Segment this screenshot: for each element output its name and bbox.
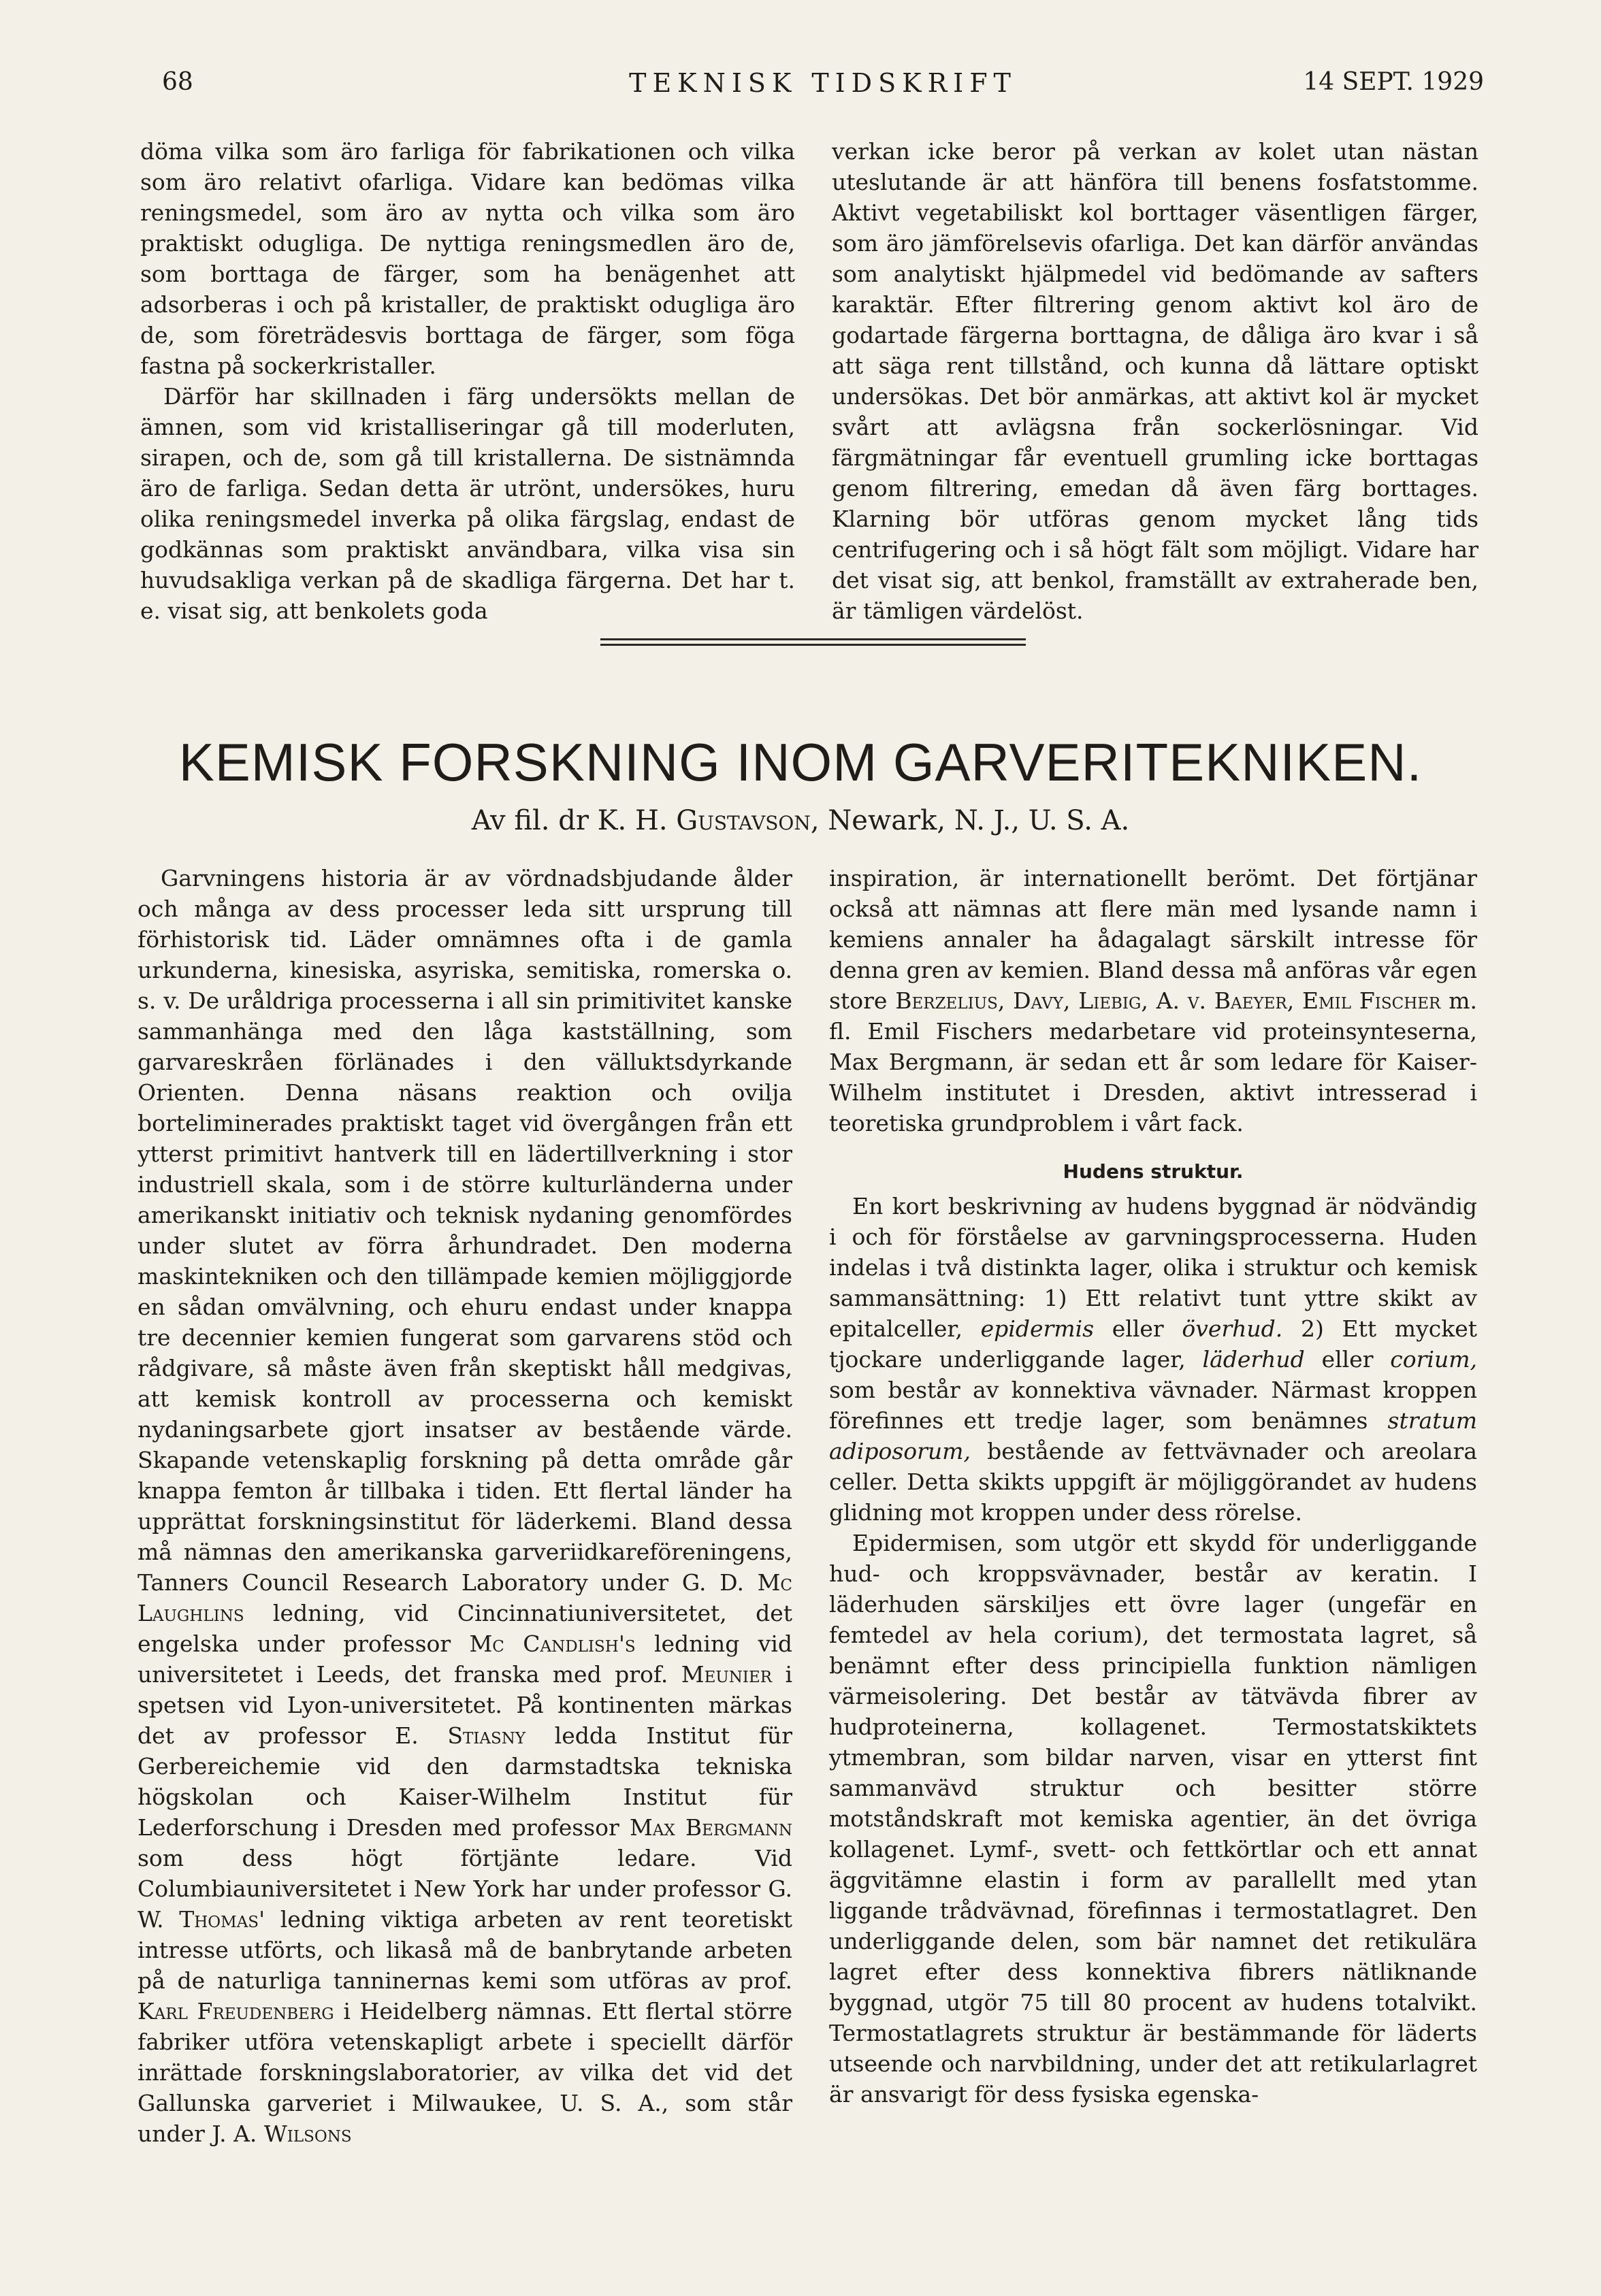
person-names: Berzelius, Davy, Liebig, A. v. Baeyer, Emil Fischer — [895, 987, 1441, 1014]
paragraph: verkan icke beror på verkan av kolet utan nästan uteslutande är att hänföra till benens fosfatstomme. Aktivt vegetabiliskt kol borttager väsentligen färger, som äro jämförelsevis ofarliga. Det kan därför användas som analytiskt hjälpmedel vid bedömande av safters karaktär. Efter filtrering genom aktivt kol äro de godartade färgerna borttagna, de dåliga äro kvar i så att säga rent tillstånd, och kunna då lättare optiskt undersökas. Det bör anmärkas, att aktivt kol är mycket svårt att avlägsna från sockerlösningar. Vid färgmätningar får eventuell grumling icke borttagas genom filtrering, emedan då även färg borttages. Klarning bör utföras genom mycket lång tids centrifugering och i så högt fält som möjligt. Vidare har det visat sig, att benkol, framställt av extraherade ben, är tämligen värdelöst. — [832, 138, 1478, 624]
paragraph: Därför har skillnaden i färg undersökts mellan de ämnen, som vid kristalliseringar gå till moderluten, sirapen, och de, som gå till kristallerna. De sistnämnda äro de farliga. Sedan detta är utrönt, undersökes, huru olika reningsmedel inverka på olika färgslag, endast de godkännas som praktiskt användbara, vilka visa sin huvudsakliga verkan på de skadliga färgerna. Det har t. e. visat sig, att benkolets goda — [140, 383, 795, 624]
page-number: 68 — [162, 68, 193, 96]
byline-author: Gustavson — [676, 805, 811, 836]
term: corium, — [1390, 1346, 1478, 1373]
top-left-column — [140, 136, 795, 626]
person-name: Wilsons — [263, 2120, 352, 2147]
text-run: Garvningens historia är av vördnadsbjudande ålder och många av dess processer leda sitt ursprung till förhistorisk tid. Läder omnämnes ofta i de gamla urkunderna, kinesiska, asyriska, semitiska, romerska o. s. v. De uråldriga processerna i all sin primitivitet kanske sammanhänga med den låga kastställning, som garvareskråen förlänades i den välluktsdyrkande Orienten. Denna näsans reaktion och ovilja borteliminerades praktiskt taget vid övergången från ett ytterst primitivt hantverk till en lädertillverkning i stor industriell skala, som i de större kulturländerna under amerikanskt initiativ och teknisk nydaning genomfördes under slutet av förra århundradet. Den moderna maskintekniken och den tillämpade kemien möjliggjorde en sådan omvälvning, och ehuru endast under knappa tre decennier kemien fungerat som garvarens stöd och rådgivare, så måste även från skeptiskt håll medgivas, att kemisk kontroll av processerna och kemiskt nydaningsarbete gjort insatser av bestående värde. Skapande vetenskaplig forskning på detta område går knappa femton år tillbaka i tiden. Ett flertal länder ha upprättat forskningsinstitut för läderkemi. Bland dessa må nämnas den amerikanska garveriidkareföreningens, Tanners Council Research Laboratory under G. D. — [138, 865, 792, 1596]
term: epidermis — [980, 1315, 1095, 1342]
text-run: bestående av fettvävnader och areolara celler. Detta skikts uppgift är möjliggörandet av hudens glidning mot kroppen under dess rörelse. — [829, 1438, 1477, 1526]
text-run: ledning, vid Cincinnatiuniversitetet, det engelska under professor — [138, 1600, 792, 1657]
paragraph — [829, 863, 1477, 1138]
journal-title: TEKNISK TIDSKRIFT — [629, 68, 1017, 98]
person-name: Mc Candlish's — [469, 1630, 636, 1657]
person-name: Mc Laughlins — [138, 1569, 792, 1626]
article-title: KEMISK FORSKNING INOM GARVERITEKNIKEN. — [178, 732, 1423, 792]
text-run: i Heidelberg nämnas. Ett flertal större fabriker utföra vetenskapligt arbete i speciellt därför inrättade forskningslaboratorier, av vilka det vid det Gallunska garveriet i Milwaukee, U. S. A., som står under J. A. — [138, 1998, 793, 2147]
byline-affiliation: , Newark, N. J., U. S. A. — [810, 805, 1130, 836]
person-name: Stiasny — [447, 1722, 526, 1749]
paragraph — [829, 1191, 1477, 1528]
article-left-column — [138, 863, 792, 2149]
text-run: En kort beskrivning av hudens byggnad är nödvändig i och för förståelse av garvningsprocesserna. Huden indelas i två distinkta lager, olika i struktur och kemisk sammansättning: 1) Ett relativt tunt yttre skikt av epitalceller, — [829, 1193, 1477, 1342]
article-right-column — [829, 863, 1477, 2110]
text-run: ledning vid universitetet i Leeds, det franska med prof. — [138, 1630, 793, 1688]
text-run: i spetsen vid Lyon-universitetet. På kontinenten märkas det av professor E. — [138, 1661, 792, 1749]
term: överhud. — [1182, 1315, 1283, 1342]
text-run: ledda Institut für Gerbereichemie vid den darmstadtska tekniska högskolan och Kaiser-Wilhelm Institut für Lederforschung i Dresden med professor — [138, 1722, 792, 1841]
section-divider-line — [600, 644, 1026, 646]
text-run: m. fl. Emil Fischers medarbetare vid proteinsynteserna, Max Bergmann, är sedan ett år som ledare för Kaiser-Wilhelm institutet i Dresden, aktivt intresserad i teoretiska grundproblem i vårt fack. — [829, 987, 1478, 1136]
text-run: eller — [1304, 1346, 1391, 1373]
paragraph — [138, 863, 792, 2149]
running-header — [162, 68, 1484, 106]
term: stratum adiposorum, — [829, 1407, 1477, 1464]
issue-date: 14 SEPT. 1929 — [1303, 68, 1484, 96]
person-name: Karl Freudenberg — [138, 1998, 334, 2024]
paragraph: döma vilka som äro farliga för fabrikationen och vilka som äro relativt ofarliga. Vidare kan bedömas vilka reningsmedel, som äro av nytta och vilka som äro praktiskt odugliga. De nyttiga reningsmedlen äro de, som borttaga de färger, som ha benägenhet att adsorberas i och på kristaller, de praktiskt odugliga äro de, som företrädesvis borttaga de färger, som föga fastna på sockerkristaller. — [140, 138, 795, 379]
byline-prefix: Av fil. dr K. H. — [471, 805, 668, 836]
text-run: som dess högt förtjänte ledare. Vid Columbiauniversitetet i New York har under professor G. W. — [138, 1845, 792, 1933]
paragraph: Epidermisen, som utgör ett skydd för underliggande hud- och kroppsvävnader, består av keratin. I läderhuden särskiljes ett övre lager (ungefär en femtedel av hela corium), det termostata lagret, så benämnt efter dess principiella funktion nämligen värmeisolering. Det består av tätvävda fibrer av hudproteinerna, kollagenet. Termostatskiktets ytmembran, som bildar narven, visar en ytterst fint sammanvävd struktur och besitter större motståndskraft mot kemiska agentier, än det övriga kollagenet. Lymf-, svett- och fettkörtlar och ett annat äggvitämne elastin i form av parallellt med ytan liggande trådvävnad, förefinnas i termostatlagret. Den underliggande delen, som bär namnet det retikulära lagret efter dess konnektiva fibrers nätliknande byggnad, utgör 75 till 80 procent av hudens totalvikt. Termostatlagrets struktur är bestämmande för läderts utseende och narvbildning, under det att retikularlagret är ansvarigt för dess fysiska egenska- — [829, 1530, 1477, 2108]
text-run: ' ledning viktiga arbeten av rent teoretiskt intresse utförts, och likaså må de banbrytande arbeten på de naturliga tanninernas kemi som utföras av prof. — [138, 1906, 792, 1994]
text-run: inspiration, är internationellt berömt. Det förtjänar också att nämnas att flere män med lysande namn i kemiens annaler ha ådagalagt särskilt intresse för denna gren av kemien. Bland dessa må anföras vår egen store — [829, 865, 1477, 1014]
top-right-column — [832, 136, 1478, 626]
person-name: Meunier — [681, 1661, 773, 1688]
text-run: eller — [1094, 1315, 1182, 1342]
person-name: Max Bergmann — [629, 1814, 793, 1841]
person-name: Thomas — [179, 1906, 259, 1933]
article-byline — [0, 805, 1601, 836]
text-run: som består av konnektiva vävnader. Närmast kroppen förefinnes ett tredje lager, som benämnes — [829, 1377, 1477, 1434]
text-run: 2) Ett mycket tjockare underliggande lager, — [829, 1315, 1477, 1373]
term: läderhud — [1202, 1346, 1305, 1373]
section-divider-line — [600, 638, 1026, 640]
section-heading: Hudens struktur. — [1063, 1160, 1244, 1183]
